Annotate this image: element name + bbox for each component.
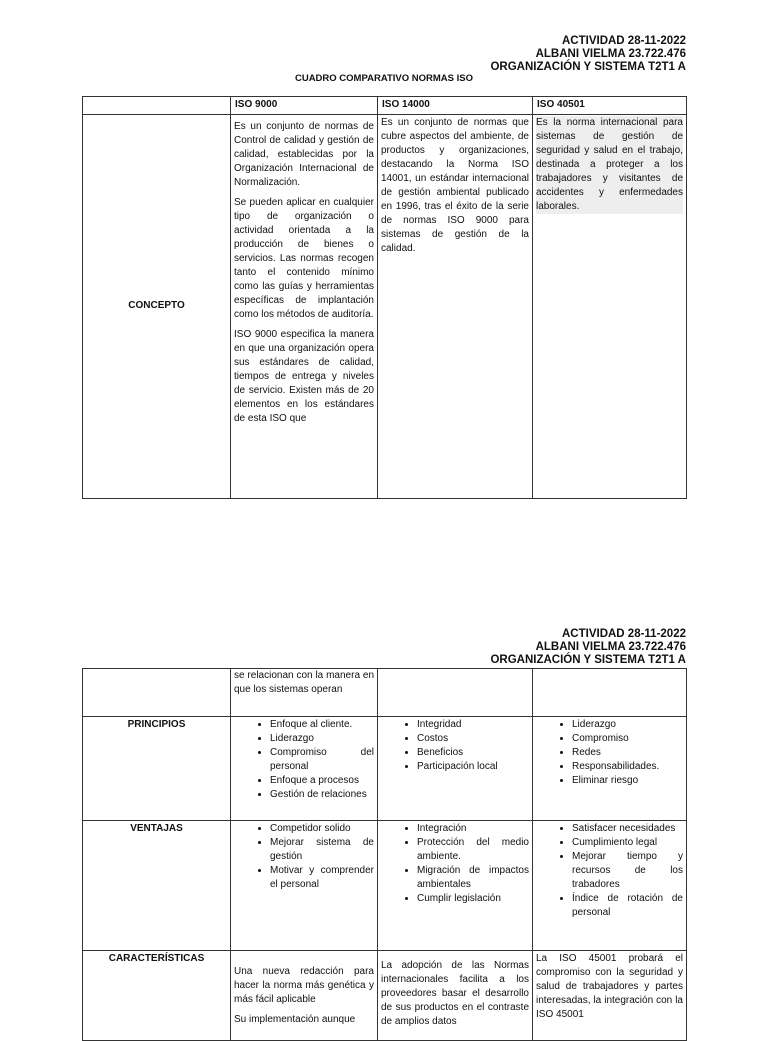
list-item: • Liderazgo xyxy=(270,732,374,746)
list-item: • Compromiso xyxy=(572,732,683,746)
ventajas-iso40501-list xyxy=(536,822,683,920)
row-label-principios: PRINCIPIOS xyxy=(83,717,231,821)
table-row-caracteristicas xyxy=(83,951,687,1041)
list-item: • Gestión de relaciones xyxy=(270,788,374,802)
list-item: • Mejorar sistema de gestión xyxy=(270,836,374,864)
list-item: • Protección del medio ambiente. xyxy=(417,836,529,864)
list-item: • Beneficios xyxy=(417,746,529,760)
ventajas-iso9000-cell xyxy=(231,821,378,951)
row-label-caracteristicas: CARACTERÍSTICAS xyxy=(83,951,231,1041)
concepto-iso9000-cell xyxy=(231,115,378,499)
table-header-row xyxy=(83,97,687,115)
list-item: • Responsabilidades. xyxy=(572,760,683,774)
table-row-principios xyxy=(83,717,687,821)
list-item: • Migración de impactos ambientales xyxy=(417,864,529,892)
header-activity: ACTIVIDAD 28-11-2022 xyxy=(562,35,686,47)
list-item: • Enfoque al cliente. xyxy=(270,718,374,732)
column-header-iso40501: ISO 40501 xyxy=(533,97,687,115)
caracteristicas-iso40501-text: La ISO 45001 probará el compromiso con la seguridad y salud de trabajadores y partes interesadas, la integración con la ISO 45001 xyxy=(536,953,683,1020)
page-2 xyxy=(0,620,768,1027)
list-item: • Costos xyxy=(417,732,529,746)
page-header-2 xyxy=(490,628,686,667)
ventajas-iso14000-list xyxy=(381,822,529,906)
list-item: • Eliminar riesgo xyxy=(572,774,683,788)
list-item: • Participación local xyxy=(417,760,529,774)
header-student: ALBANI VIELMA 23.722.476 xyxy=(535,48,686,60)
row-label-concepto: CONCEPTO xyxy=(83,115,231,499)
list-item: • Integración xyxy=(417,822,529,836)
table-row-ventajas xyxy=(83,821,687,951)
list-item: • Motivar y comprender el personal xyxy=(270,864,374,892)
comparison-table-part-2 xyxy=(82,668,687,1041)
continuation-iso9000-cell: se relacionan con la manera en que los sistemas operan xyxy=(231,669,378,717)
table-row-continuation xyxy=(83,669,687,717)
row-label-ventajas: VENTAJAS xyxy=(83,821,231,951)
header-student-2: ALBANI VIELMA 23.722.476 xyxy=(535,641,686,653)
concepto-iso40501-cell xyxy=(533,115,687,499)
concepto-iso14000-cell xyxy=(378,115,533,499)
continuation-label-cell xyxy=(83,669,231,717)
concepto-iso40501-text: Es la norma internacional para sistemas de gestión de seguridad y salud en el trabajo, destinada a proteger a los trabajadores y visitantes de accidentes y enfermedades laborales. xyxy=(536,117,683,212)
principios-iso40501-cell xyxy=(533,717,687,821)
principios-iso14000-cell xyxy=(378,717,533,821)
principios-iso9000-list xyxy=(234,718,374,802)
continuation-iso40501-cell xyxy=(533,669,687,717)
list-item: • Compromiso del personal xyxy=(270,746,374,774)
ventajas-iso14000-cell xyxy=(378,821,533,951)
list-item: • Mejorar tiempo y recursos de los trabadores xyxy=(572,850,683,892)
principios-iso14000-list xyxy=(381,718,529,774)
list-item: • Enfoque a procesos xyxy=(270,774,374,788)
column-header-iso14000: ISO 14000 xyxy=(378,97,533,115)
list-item: • Integridad xyxy=(417,718,529,732)
concepto-iso9000-p3: ISO 9000 especifica la manera en que una organización opera sus estándares de calidad, tiempos de entrega y niveles de servicio. Existen más de 20 elementos en los estándares de esta ISO que xyxy=(234,329,374,424)
concepto-iso14000-text: Es un conjunto de normas que cubre aspectos del ambiente, de productos y organizaciones, destacando la Norma ISO 14001, un estándar internacional de gestión ambiental publicado en 1996, tras el éxito de la serie de normas ISO 9000 para sistemas de gestión de la calidad. xyxy=(381,117,529,254)
caracteristicas-iso9000-p1: Una nueva redacción para hacer la norma más genética y más fácil aplicable xyxy=(234,966,374,1005)
header-course: ORGANIZACIÓN Y SISTEMA T2T1 A xyxy=(490,61,686,73)
list-item: • Competidor solido xyxy=(270,822,374,836)
comparison-table-part-1 xyxy=(82,96,687,499)
caracteristicas-iso14000-text: La adopción de las Normas internacionales facilita a los proveedores basar el desarrollo de sus productos en el contraste de amplios datos xyxy=(381,960,529,1027)
ventajas-iso40501-cell xyxy=(533,821,687,951)
header-activity-2: ACTIVIDAD 28-11-2022 xyxy=(562,628,686,640)
list-item: • Liderazgo xyxy=(572,718,683,732)
list-item: • Cumplir legislación xyxy=(417,892,529,906)
concepto-iso9000-p2: Se pueden aplicar en cualquier tipo de organización o actividad orientada a la producción de bienes o servicios. Las normas recogen tanto el contenido mínimo como las guías y herramientas específicas de implantación como los métodos de auditoría. xyxy=(234,197,374,320)
list-item: • Cumplimiento legal xyxy=(572,836,683,850)
continuation-iso14000-cell xyxy=(378,669,533,717)
caracteristicas-iso14000-cell xyxy=(378,951,533,1041)
list-item: • Satisfacer necesidades xyxy=(572,822,683,836)
principios-iso40501-list xyxy=(536,718,683,788)
empty-header-cell xyxy=(83,97,231,115)
caracteristicas-iso40501-cell xyxy=(533,951,687,1041)
page-header xyxy=(490,35,686,74)
table-row-concepto xyxy=(83,115,687,499)
header-course-2: ORGANIZACIÓN Y SISTEMA T2T1 A xyxy=(490,654,686,666)
principios-iso9000-cell xyxy=(231,717,378,821)
caracteristicas-iso9000-cell xyxy=(231,951,378,1041)
column-header-iso9000: ISO 9000 xyxy=(231,97,378,115)
list-item: • Índice de rotación de personal xyxy=(572,892,683,920)
concepto-iso9000-p1: Es un conjunto de normas de Control de calidad y gestión de calidad, establecidas por la Organización Internacional de Normalización. xyxy=(234,121,374,188)
list-item: • Redes xyxy=(572,746,683,760)
ventajas-iso9000-list xyxy=(234,822,374,892)
document-title: CUADRO COMPARATIVO NORMAS ISO xyxy=(294,73,474,84)
caracteristicas-iso9000-p2: Su implementación aunque xyxy=(234,1014,356,1025)
page-1 xyxy=(0,0,768,520)
